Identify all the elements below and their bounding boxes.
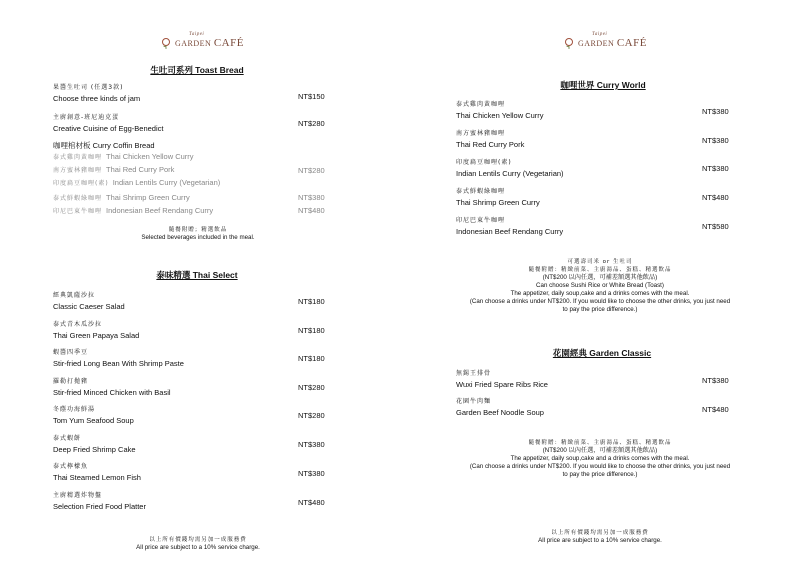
menu-price: NT$380 [702,136,729,145]
menu-item: 泰式鮮蝦綠咖哩 Thai Shrimp Green Curry [456,188,540,207]
menu-price: NT$480 [702,193,729,202]
service-charge-footer: 以上所有價錢均需另加一成服務費 All price are subject to a 10% service charge. [538,530,662,544]
menu-item: 無錫王排骨 Wuxi Fried Spare Ribs Rice [456,370,548,389]
thai-select-title: 泰味精選 Thai Select [156,270,238,280]
toast-note: 隨餐附贈；精選飲品 Selected beverages included in the meal. [141,227,255,241]
menu-item: 南方蜜林豬咖哩 Thai Red Curry Pork [456,130,525,149]
menu-item: 泰式青木瓜沙拉 Thai Green Papaya Salad [53,321,140,340]
garden-classic-title: 花園經典 Garden Classic [552,348,652,358]
menu-item: 泰式鮮蝦綠咖哩 Thai Shrimp Green Curry [53,193,190,202]
menu-price: NT$280 [298,119,325,128]
menu-price: NT$280 [298,166,325,175]
menu-item: 主廚精選炸物盤 Selection Fried Food Platter [53,492,146,511]
menu-item: 蝦醬四季豆 Stir-fried Long Bean With Shrimp Paste [53,349,184,368]
coffin-heading: 咖哩棺材板 Curry Coffin Bread [53,141,155,150]
menu-item: 泰式蝦餅 Deep Fried Shrimp Cake [53,435,136,454]
menu-item: 泰式雞肉黃咖哩 Thai Chicken Yellow Curry [456,101,544,120]
rose-icon [160,37,172,49]
menu-price: NT$480 [298,206,325,215]
menu-price: NT$580 [702,222,729,231]
coffin-option: 泰式雞肉黃咖哩 Thai Chicken Yellow Curry [53,152,194,161]
menu-item: 印尼巴東牛咖哩 Indonesian Beef Rendang Curry [456,217,564,236]
menu-item: 經典凱薩沙拉 Classic Caeser Salad [53,292,125,311]
menu-price: NT$180 [298,297,325,306]
menu-price: NT$280 [298,383,325,392]
menu-price: NT$480 [298,498,325,507]
coffin-option: 南方蜜林豬咖哩 Thai Red Curry Pork [53,165,175,174]
menu-price: NT$380 [298,440,325,449]
rose-icon [563,37,575,49]
menu-item: 花園牛肉麵 Garden Beef Noodle Soup [456,398,544,417]
menu-price: NT$380 [702,107,729,116]
menu-price: NT$150 [298,92,325,101]
garden-note: 隨餐附贈：精緻前菜、主廚湯品、蛋糕、精選飲品 (NT$200 以內任選，可補差額選其他飲品) The appetizer, daily soup,cake and a drinks comes with the meal. (Can choose a drinks under NT$200. If you would like to choose the other drinks, you just need to pay the price difference.) [469,440,731,478]
menu-price: NT$380 [298,193,325,202]
menu-price: NT$180 [298,326,325,335]
menu-price: NT$480 [702,405,729,414]
menu-price: NT$180 [298,354,325,363]
menu-item: 印尼巴東牛咖哩 Indonesian Beef Rendang Curry [53,206,214,215]
menu-item: 果醬生吐司 (任選3款) Choose three kinds of jam [53,84,141,103]
menu-price: NT$380 [702,376,729,385]
menu-item: 印度扁豆咖哩(素) Indian Lentils Curry (Vegetarian) [456,159,564,178]
curry-note: 可選壽司米 or 生吐司 隨餐附贈：精緻前菜、主廚湯品、蛋糕、精選飲品 (NT$200 以內任選，可補差額選其他飲品) Can choose Sushi Rice or White Bread (Toast) The appetizer, daily soup,cake and a drinks comes with the meal. (Can choose a drinks under NT$200. If you would like to choose the other drinks, you just need to pay the price difference.) [469,259,731,313]
curry-world-title: 咖哩世界 Curry World [560,80,646,90]
garden-cafe-logo: Taipei GARDEN CAFÉ [563,34,647,52]
service-charge-footer: 以上所有價錢均需另加一成服務費 All price are subject to a 10% service charge. [136,537,260,551]
coffin-option: 印度扁豆咖哩(素) Indian Lentils Curry (Vegetarian) [53,178,221,187]
menu-item: 泰式檸檬魚 Thai Steamed Lemon Fish [53,463,141,482]
curry-coffin-bread [53,140,220,190]
menu-item: 主廚創意-班尼迪克蛋 Creative Cuisine of Egg-Benedict [53,114,164,133]
garden-cafe-logo: Taipei GARDEN CAFÉ [160,34,244,52]
menu-price: NT$280 [298,411,325,420]
menu-item: 冬蔭功海鮮湯 Tom Yum Seafood Soup [53,406,134,425]
right-menu-page [400,0,800,562]
menu-item: 羅勒打拋豬 Stir-fried Minced Chicken with Basil [53,378,171,397]
toast-bread-title: 生吐司系列 Toast Bread [150,65,244,75]
menu-price: NT$380 [298,469,325,478]
menu-price: NT$380 [702,164,729,173]
